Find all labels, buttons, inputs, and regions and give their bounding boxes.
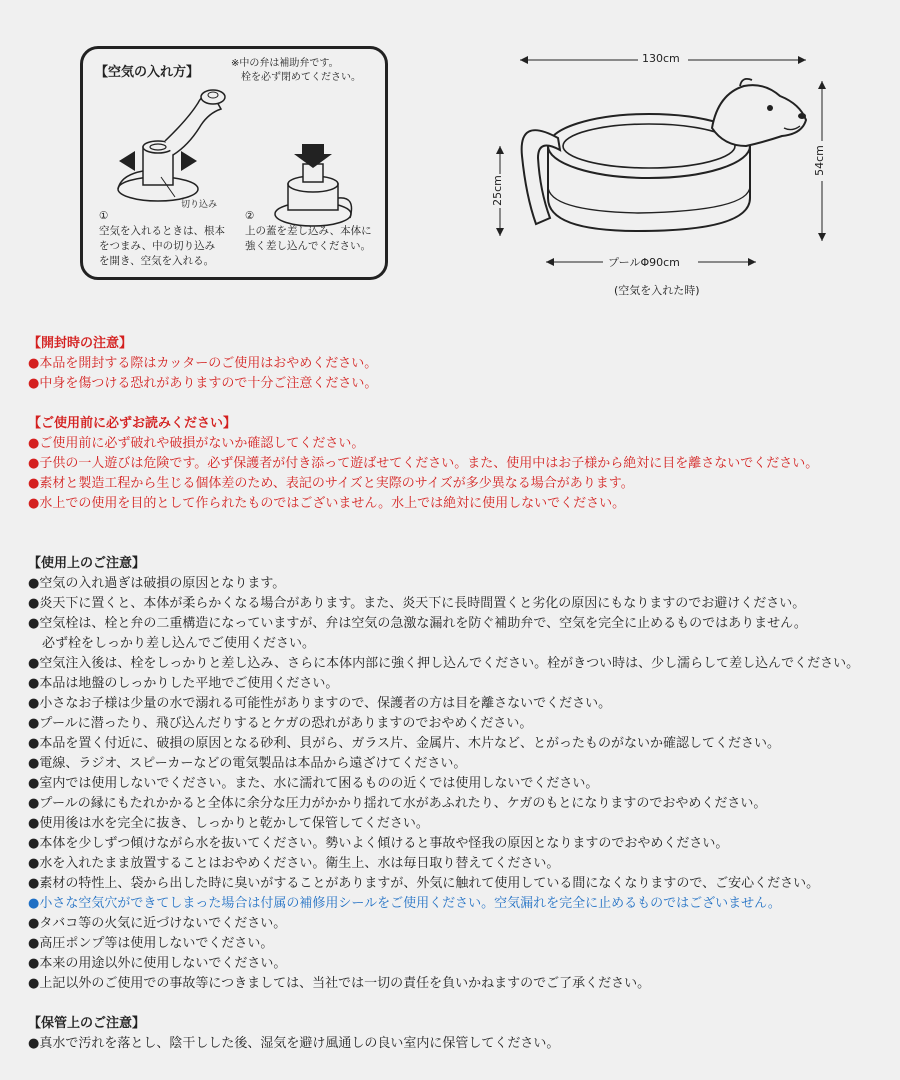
- list-item: ●プールの縁にもたれかかると全体に余分な圧力がかかり揺れて水があふれたり、ケガのもとになりますのでおやめください。: [28, 796, 767, 811]
- list-item: ●本来の用途以外に使用しないでください。: [28, 956, 287, 971]
- list-item: ●空気注入後は、栓をしっかりと差し込み、さらに本体内部に強く押し込んでください。栓がきつい時は、少し濡らして差し込んでください。: [28, 656, 860, 671]
- list-item: ●本品を開封する際はカッターのご使用はおやめください。: [28, 356, 378, 371]
- list-item-repair-notice: ●小さな空気穴ができてしまった場合は付属の補修用シールをご使用ください。空気漏れを完全に止めるものではございません。: [28, 896, 781, 911]
- valve-note: ※中の弁は補助弁です。 栓を必ず閉めてください。: [231, 58, 361, 83]
- list-item: ●素材の特性上、袋から出した時に臭いがすることがありますが、外気に触れて使用している間になくなりますので、ご安心ください。: [28, 876, 820, 891]
- list-item: ●プールに潜ったり、飛び込んだりするとケガの恐れがありますのでおやめください。: [28, 716, 533, 731]
- caution-sections: [28, 334, 888, 1054]
- diagram-caption: (空気を入れた時): [614, 284, 700, 297]
- pool-diameter-label: プールΦ90cm: [608, 256, 680, 269]
- list-item: ●本品は地盤のしっかりした平地でご使用ください。: [28, 676, 339, 691]
- list-item: ●使用後は水を完全に抜き、しっかりと乾かして保管してください。: [28, 816, 429, 831]
- height-dimension-label: 54cm: [812, 145, 826, 176]
- storage-caution-section: [28, 1014, 888, 1054]
- list-item: ●子供の一人遊びは危険です。必ず保護者が付き添って遊ばせてください。また、使用中はお子様から絶対に目を離さないでください。: [28, 456, 819, 471]
- usage-caution-section: [28, 554, 888, 994]
- list-item: ●空気の入れ過ぎは破損の原因となります。: [28, 576, 286, 591]
- section-title: 【使用上のご注意】: [28, 556, 146, 571]
- section-title: 【保管上のご注意】: [28, 1016, 146, 1031]
- list-item: ●素材と製造工程から生じる個体差のため、表記のサイズと実際のサイズが多少異なる場合があります。: [28, 476, 634, 491]
- section-title: 【開封時の注意】: [28, 336, 133, 351]
- list-item: ●本品を置く付近に、破損の原因となる砂利、貝がら、ガラス片、金属片、木片など、とがったものがないか確認してください。: [28, 736, 780, 751]
- list-item: ●室内では使用しないでください。また、水に濡れて困るものの近くでは使用しないでください。: [28, 776, 599, 791]
- list-item: 必ず栓をしっかり差し込んでご使用ください。: [42, 636, 316, 651]
- depth-dimension-label: 25cm: [490, 175, 504, 206]
- list-item: ●本体を少しずつ傾けながら水を抜いてください。勢いよく傾けると事故や怪我の原因となりますのでおやめください。: [28, 836, 729, 851]
- section-title: 【ご使用前に必ずお読みください】: [28, 416, 237, 431]
- list-item: ●上記以外のご使用での事故等につきましては、当社では一切の責任を負いかねますのでご了承ください。: [28, 976, 651, 991]
- list-item: ●電線、ラジオ、スピーカーなどの電気製品は本品から遠ざけてください。: [28, 756, 467, 771]
- list-item: ●小さなお子様は少量の水で溺れる可能性がありますので、保護者の方は目を離さないでください。: [28, 696, 612, 711]
- list-item: ●炎天下に置くと、本体が柔らかくなる場合があります。また、炎天下に長時間置くと劣化の原因にもなりますのでお避けください。: [28, 596, 806, 611]
- list-item: ●ご使用前に必ず破れや破損がないか確認してください。: [28, 436, 365, 451]
- cut-label: 切り込み: [181, 200, 218, 210]
- product-dimension-diagram: [488, 46, 838, 306]
- list-item: ●中身を傷つける恐れがありますので十分ご注意ください。: [28, 376, 378, 391]
- width-dimension-label: 130cm: [642, 52, 680, 65]
- valve-step1-illustration: [103, 79, 253, 209]
- before-use-section: [28, 414, 888, 514]
- list-item: ●真水で汚れを落とし、陰干しした後、湿気を避け風通しの良い室内に保管してください。: [28, 1036, 560, 1051]
- step2-text: ② 上の蓋を差し込み、本体に 強く差し込んでください。: [245, 210, 372, 252]
- opening-caution-section: [28, 334, 888, 394]
- instructions-title: 【空気の入れ方】: [95, 65, 200, 80]
- list-item: ●水を入れたまま放置することはおやめください。衛生上、水は毎日取り替えてください。: [28, 856, 560, 871]
- list-item: ●タバコ等の火気に近づけないでください。: [28, 916, 287, 931]
- step1-text: ① 空気を入れるときは、根本 をつまみ、中の切り込み を開き、空気を入れる。: [99, 210, 225, 267]
- inflation-instructions-box: [80, 46, 388, 280]
- list-item: ●空気栓は、栓と弁の二重構造になっていますが、弁は空気の急激な漏れを防ぐ補助弁で、空気を完全に止めるものではありません。: [28, 616, 807, 631]
- list-item: ●高圧ポンプ等は使用しないでください。: [28, 936, 274, 951]
- list-item: ●水上での使用を目的として作られたものではございません。水上では絶対に使用しないでください。: [28, 496, 626, 511]
